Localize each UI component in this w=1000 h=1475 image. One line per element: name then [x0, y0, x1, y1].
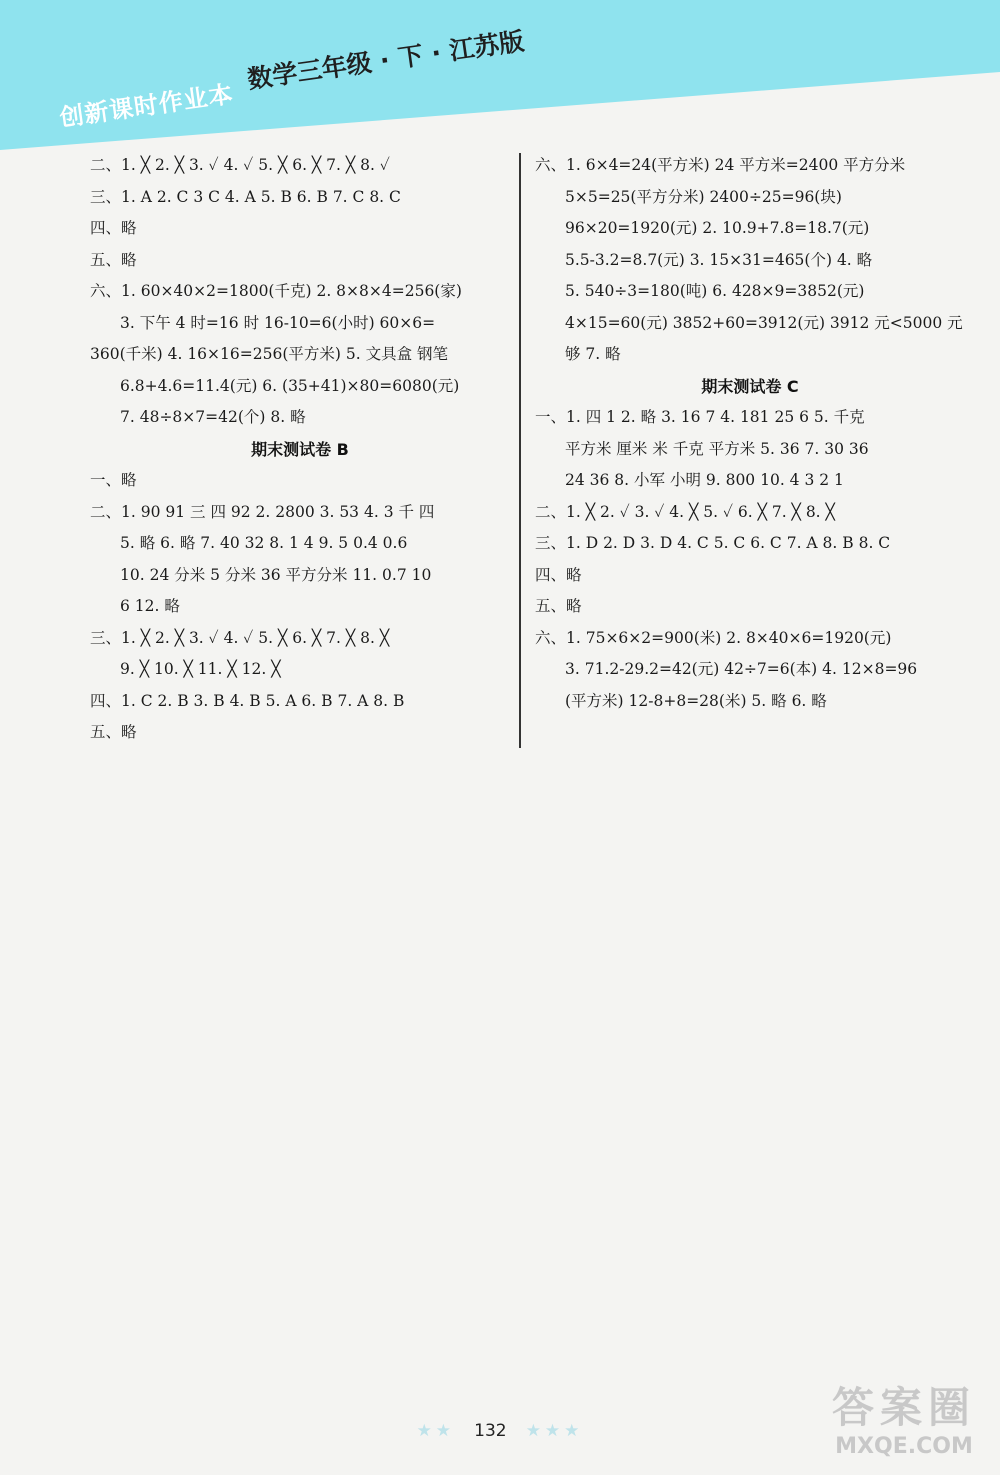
answer-line: 10. 24 分米 5 分米 36 平方分米 11. 0.7 10	[120, 565, 432, 584]
answer-line: 24 36 8. 小军 小明 9. 800 10. 4 3 2 1	[565, 471, 844, 489]
answer-line: 五、略	[90, 250, 137, 269]
book-subject: 数学三年级 · 下 · 江苏版	[245, 26, 526, 95]
answer-line: 5×5=25(平方分米) 2400÷25=96(块)	[565, 187, 842, 206]
book-brand: 创新课时作业本	[57, 79, 236, 133]
answer-line: 四、略	[90, 219, 137, 237]
answer-line: 五、略	[90, 723, 137, 741]
answer-line: 3. 71.2-29.2=42(元) 42÷7=6(本) 4. 12×8=96	[565, 660, 918, 678]
watermark-logo	[822, 1382, 986, 1466]
answer-line: 四、略	[535, 565, 582, 584]
answer-line: 360(千米) 4. 16×16=256(平方米) 5. 文具盒 钢笔	[90, 345, 448, 363]
answer-line: 六、1. 60×40×2=1800(千克) 2. 8×8×4=256(家)	[90, 282, 462, 300]
star-icon: ★★	[416, 1421, 456, 1441]
column-divider	[519, 153, 521, 748]
answer-line: 够 7. 略	[565, 345, 621, 363]
watermark-text: 答案圈	[831, 1383, 976, 1432]
answer-line: 三、1. D 2. D 3. D 4. C 5. C 6. C 7. A 8. B 8. C	[535, 534, 891, 552]
answer-line: 三、1. ╳ 2. ╳ 3. ✓ 4. ✓ 5. ╳ 6. ╳ 7. ╳ 8. ╳	[90, 628, 390, 647]
answer-line: 平方米 厘米 米 千克 平方米 5. 36 7. 30 36	[565, 439, 869, 458]
answer-line: 3. 下午 4 时=16 时 16-10=6(小时) 60×6=	[120, 313, 436, 332]
right-column	[535, 150, 965, 717]
answer-line: 四、1. C 2. B 3. B 4. B 5. A 6. B 7. A 8. B	[90, 691, 405, 710]
answer-line: 96×20=1920(元) 2. 10.9+7.8=18.7(元)	[565, 219, 870, 237]
answer-line: 六、1. 6×4=24(平方米) 24 平方米=2400 平方分米	[535, 156, 906, 174]
answer-line: 三、1. A 2. C 3 C 4. A 5. B 6. B 7. C 8. C	[90, 187, 401, 206]
answer-line: 五、略	[535, 597, 582, 615]
watermark-url: MXQE.COM	[835, 1434, 973, 1459]
answer-line: 6 12. 略	[120, 597, 180, 615]
header-band	[0, 0, 1000, 150]
answer-line: 5.5-3.2=8.7(元) 3. 15×31=465(个) 4. 略	[565, 250, 873, 269]
answer-line: (平方米) 12-8+8=28(米) 5. 略 6. 略	[565, 691, 827, 710]
answer-line: 一、1. 四 1 2. 略 3. 16 7 4. 181 25 6 5. 千克	[535, 408, 865, 426]
answer-line: 一、略	[90, 471, 137, 489]
answer-line: 4×15=60(元) 3852+60=3912(元) 3912 元<5000 元	[565, 313, 963, 332]
answer-line: 5. 略 6. 略 7. 40 32 8. 1 4 9. 5 0.4 0.6	[120, 534, 408, 552]
answer-line: 二、1. ╳ 2. ✓ 3. ✓ 4. ╳ 5. ✓ 6. ╳ 7. ╳ 8. ╳	[535, 502, 835, 521]
answer-line: 二、1. 90 91 三 四 92 2. 2800 3. 53 4. 3 千 四	[90, 502, 435, 521]
answer-line: 六、1. 75×6×2=900(米) 2. 8×40×6=1920(元)	[535, 628, 892, 647]
answer-line: 9. ╳ 10. ╳ 11. ╳ 12. ╳	[120, 660, 281, 678]
answer-line: 7. 48÷8×7=42(个) 8. 略	[120, 408, 306, 426]
answer-line: 二、1. ╳ 2. ╳ 3. ✓ 4. ✓ 5. ╳ 6. ╳ 7. ╳ 8. ✓	[90, 156, 390, 174]
section-title-c: 期末测试卷 C	[701, 376, 799, 396]
left-column	[90, 150, 510, 749]
section-title-b: 期末测试卷 B	[251, 439, 349, 459]
page-header	[0, 0, 1000, 150]
star-icon: ★★★	[525, 1421, 584, 1441]
page-number: 132	[474, 1421, 507, 1441]
answer-line: 6.8+4.6=11.4(元) 6. (35+41)×80=6080(元)	[120, 376, 460, 395]
answer-line: 5. 540÷3=180(吨) 6. 428×9=3852(元)	[565, 282, 865, 300]
